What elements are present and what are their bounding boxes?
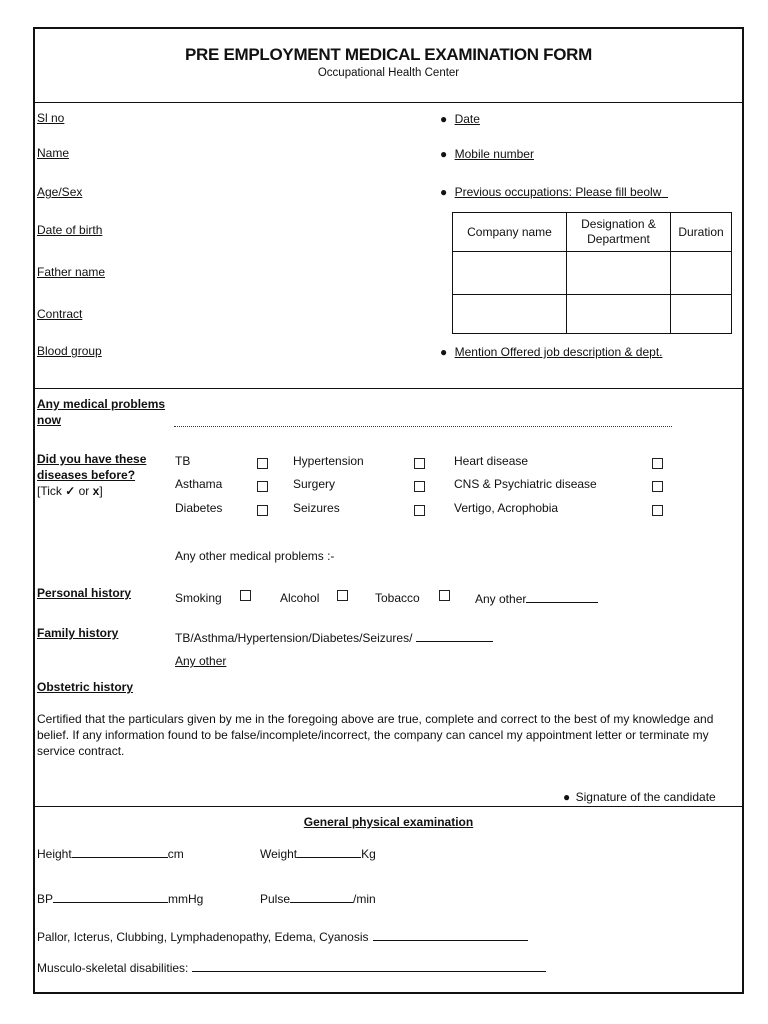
field-mobile — [440, 147, 534, 161]
mobile-label: Mobile number — [454, 147, 534, 161]
checkbox-vertigo[interactable] — [652, 505, 663, 516]
bullet-icon: ● — [440, 147, 448, 161]
habit-smoking: Smoking — [175, 591, 222, 605]
checkbox-cns[interactable] — [652, 481, 663, 492]
family-history-line[interactable] — [416, 630, 493, 642]
musculo-line[interactable] — [192, 960, 546, 972]
tick-icon: ✓ — [65, 484, 76, 498]
pulse-line[interactable] — [290, 891, 353, 903]
any-other-habit-line[interactable] — [526, 591, 598, 603]
disease-surgery: Surgery — [293, 477, 336, 491]
table-cell[interactable] — [453, 295, 567, 334]
table-cell[interactable] — [567, 252, 671, 295]
table-cell[interactable] — [453, 252, 567, 295]
checkbox-smoking[interactable] — [240, 590, 251, 601]
signature-label: Signature of the candidate — [575, 790, 716, 804]
bp-line[interactable] — [53, 891, 168, 903]
date-label: Date — [454, 112, 480, 126]
weight-line[interactable] — [297, 846, 361, 858]
checkbox-diabetes[interactable] — [257, 505, 268, 516]
cross-icon: x — [92, 484, 100, 498]
disease-seizures: Seizures — [293, 501, 340, 515]
checkbox-tobacco[interactable] — [439, 590, 450, 601]
habit-any-other: Any other — [475, 591, 598, 606]
field-father-name: Father name — [37, 265, 106, 279]
weight-field: Weight Kg — [260, 847, 376, 861]
occupation-table — [452, 212, 732, 334]
height-line[interactable] — [72, 846, 168, 858]
signs-field: Pallor, Icterus, Clubbing, Lymphadenopathy, Edema, Cyanosis — [37, 929, 528, 944]
form-title: PRE EMPLOYMENT MEDICAL EXAMINATION FORM — [184, 45, 592, 64]
certification-text: Certified that the particulars given by me in the foregoing above are true, complete and correct to the best of my knowledge and belief. If any information found to be false/incomplete/incorrect, the company can cancel my appointment letter or terminate my service contract. — [37, 712, 714, 758]
checkbox-tb[interactable] — [257, 458, 268, 469]
habit-tobacco: Tobacco — [375, 591, 420, 605]
habit-alcohol: Alcohol — [280, 591, 320, 605]
previous-label: Previous occupations: Please fill beolw — [454, 185, 662, 199]
col-company-name: Company name — [453, 213, 567, 252]
checkbox-hypertension[interactable] — [414, 458, 425, 469]
field-name: Name — [37, 146, 70, 160]
musculo-field: Musculo-skeletal disabilities: — [37, 960, 546, 975]
family-history-label: Family history — [37, 626, 119, 640]
medical-problems-now-line[interactable] — [174, 426, 672, 427]
bullet-icon: ● — [440, 345, 448, 359]
bp-field: BP mmHg — [37, 892, 204, 906]
form-subtitle: Occupational Health Center — [317, 67, 460, 79]
field-sl-no: Sl no — [37, 111, 65, 125]
physical-exam-title: General physical examination — [303, 815, 474, 829]
family-history-text: TB/Asthma/Hypertension/Diabetes/Seizures/ — [175, 630, 493, 645]
disease-tb: TB — [175, 454, 191, 468]
col-designation: Designation & Department — [567, 213, 671, 252]
field-contract: Contract — [37, 307, 83, 321]
bullet-icon: ● — [563, 790, 571, 804]
divider-physical — [35, 806, 742, 807]
pulse-field: Pulse /min — [260, 892, 376, 906]
disease-hypertension: Hypertension — [293, 454, 364, 468]
field-previous-occupations — [440, 185, 668, 199]
disease-heart: Heart disease — [454, 454, 529, 468]
checkbox-surgery[interactable] — [414, 481, 425, 492]
checkbox-seizures[interactable] — [414, 505, 425, 516]
col-duration: Duration — [671, 213, 732, 252]
checkbox-alcohol[interactable] — [337, 590, 348, 601]
disease-vertigo: Vertigo, Acrophobia — [454, 501, 559, 515]
divider-header — [35, 102, 742, 103]
field-blood-group: Blood group — [37, 344, 102, 358]
field-offered-job — [440, 345, 663, 359]
bullet-icon: ● — [440, 112, 448, 126]
field-date — [440, 112, 480, 126]
bullet-icon: ● — [440, 185, 448, 199]
field-date-of-birth: Date of birth — [37, 223, 103, 237]
field-age-sex: Age/Sex — [37, 185, 83, 199]
obstetric-history-label: Obstetric history — [37, 680, 134, 694]
table-cell[interactable] — [671, 252, 732, 295]
family-any-other: Any other — [175, 654, 227, 668]
medical-problems-now-label: Any medical problems now — [37, 397, 166, 427]
table-cell[interactable] — [567, 295, 671, 334]
disease-diabetes: Diabetes — [175, 501, 223, 515]
offered-job-label: Mention Offered job description & dept. — [454, 345, 663, 359]
checkbox-asthama[interactable] — [257, 481, 268, 492]
table-cell[interactable] — [671, 295, 732, 334]
personal-history-label: Personal history — [37, 586, 132, 600]
form-frame — [33, 27, 744, 994]
height-field: Height cm — [37, 847, 184, 861]
checkbox-heart-disease[interactable] — [652, 458, 663, 469]
other-medical-problems: Any other medical problems :- — [175, 549, 335, 563]
signs-line[interactable] — [373, 929, 528, 941]
signature-candidate — [563, 790, 716, 804]
diseases-before-label: Did you have these diseases before? — [37, 452, 147, 482]
disease-cns: CNS & Psychiatric disease — [454, 477, 597, 491]
divider-personal — [35, 388, 742, 389]
tick-instruction: [Tick ✓ or x] — [37, 484, 103, 498]
disease-asthama: Asthama — [175, 477, 223, 491]
